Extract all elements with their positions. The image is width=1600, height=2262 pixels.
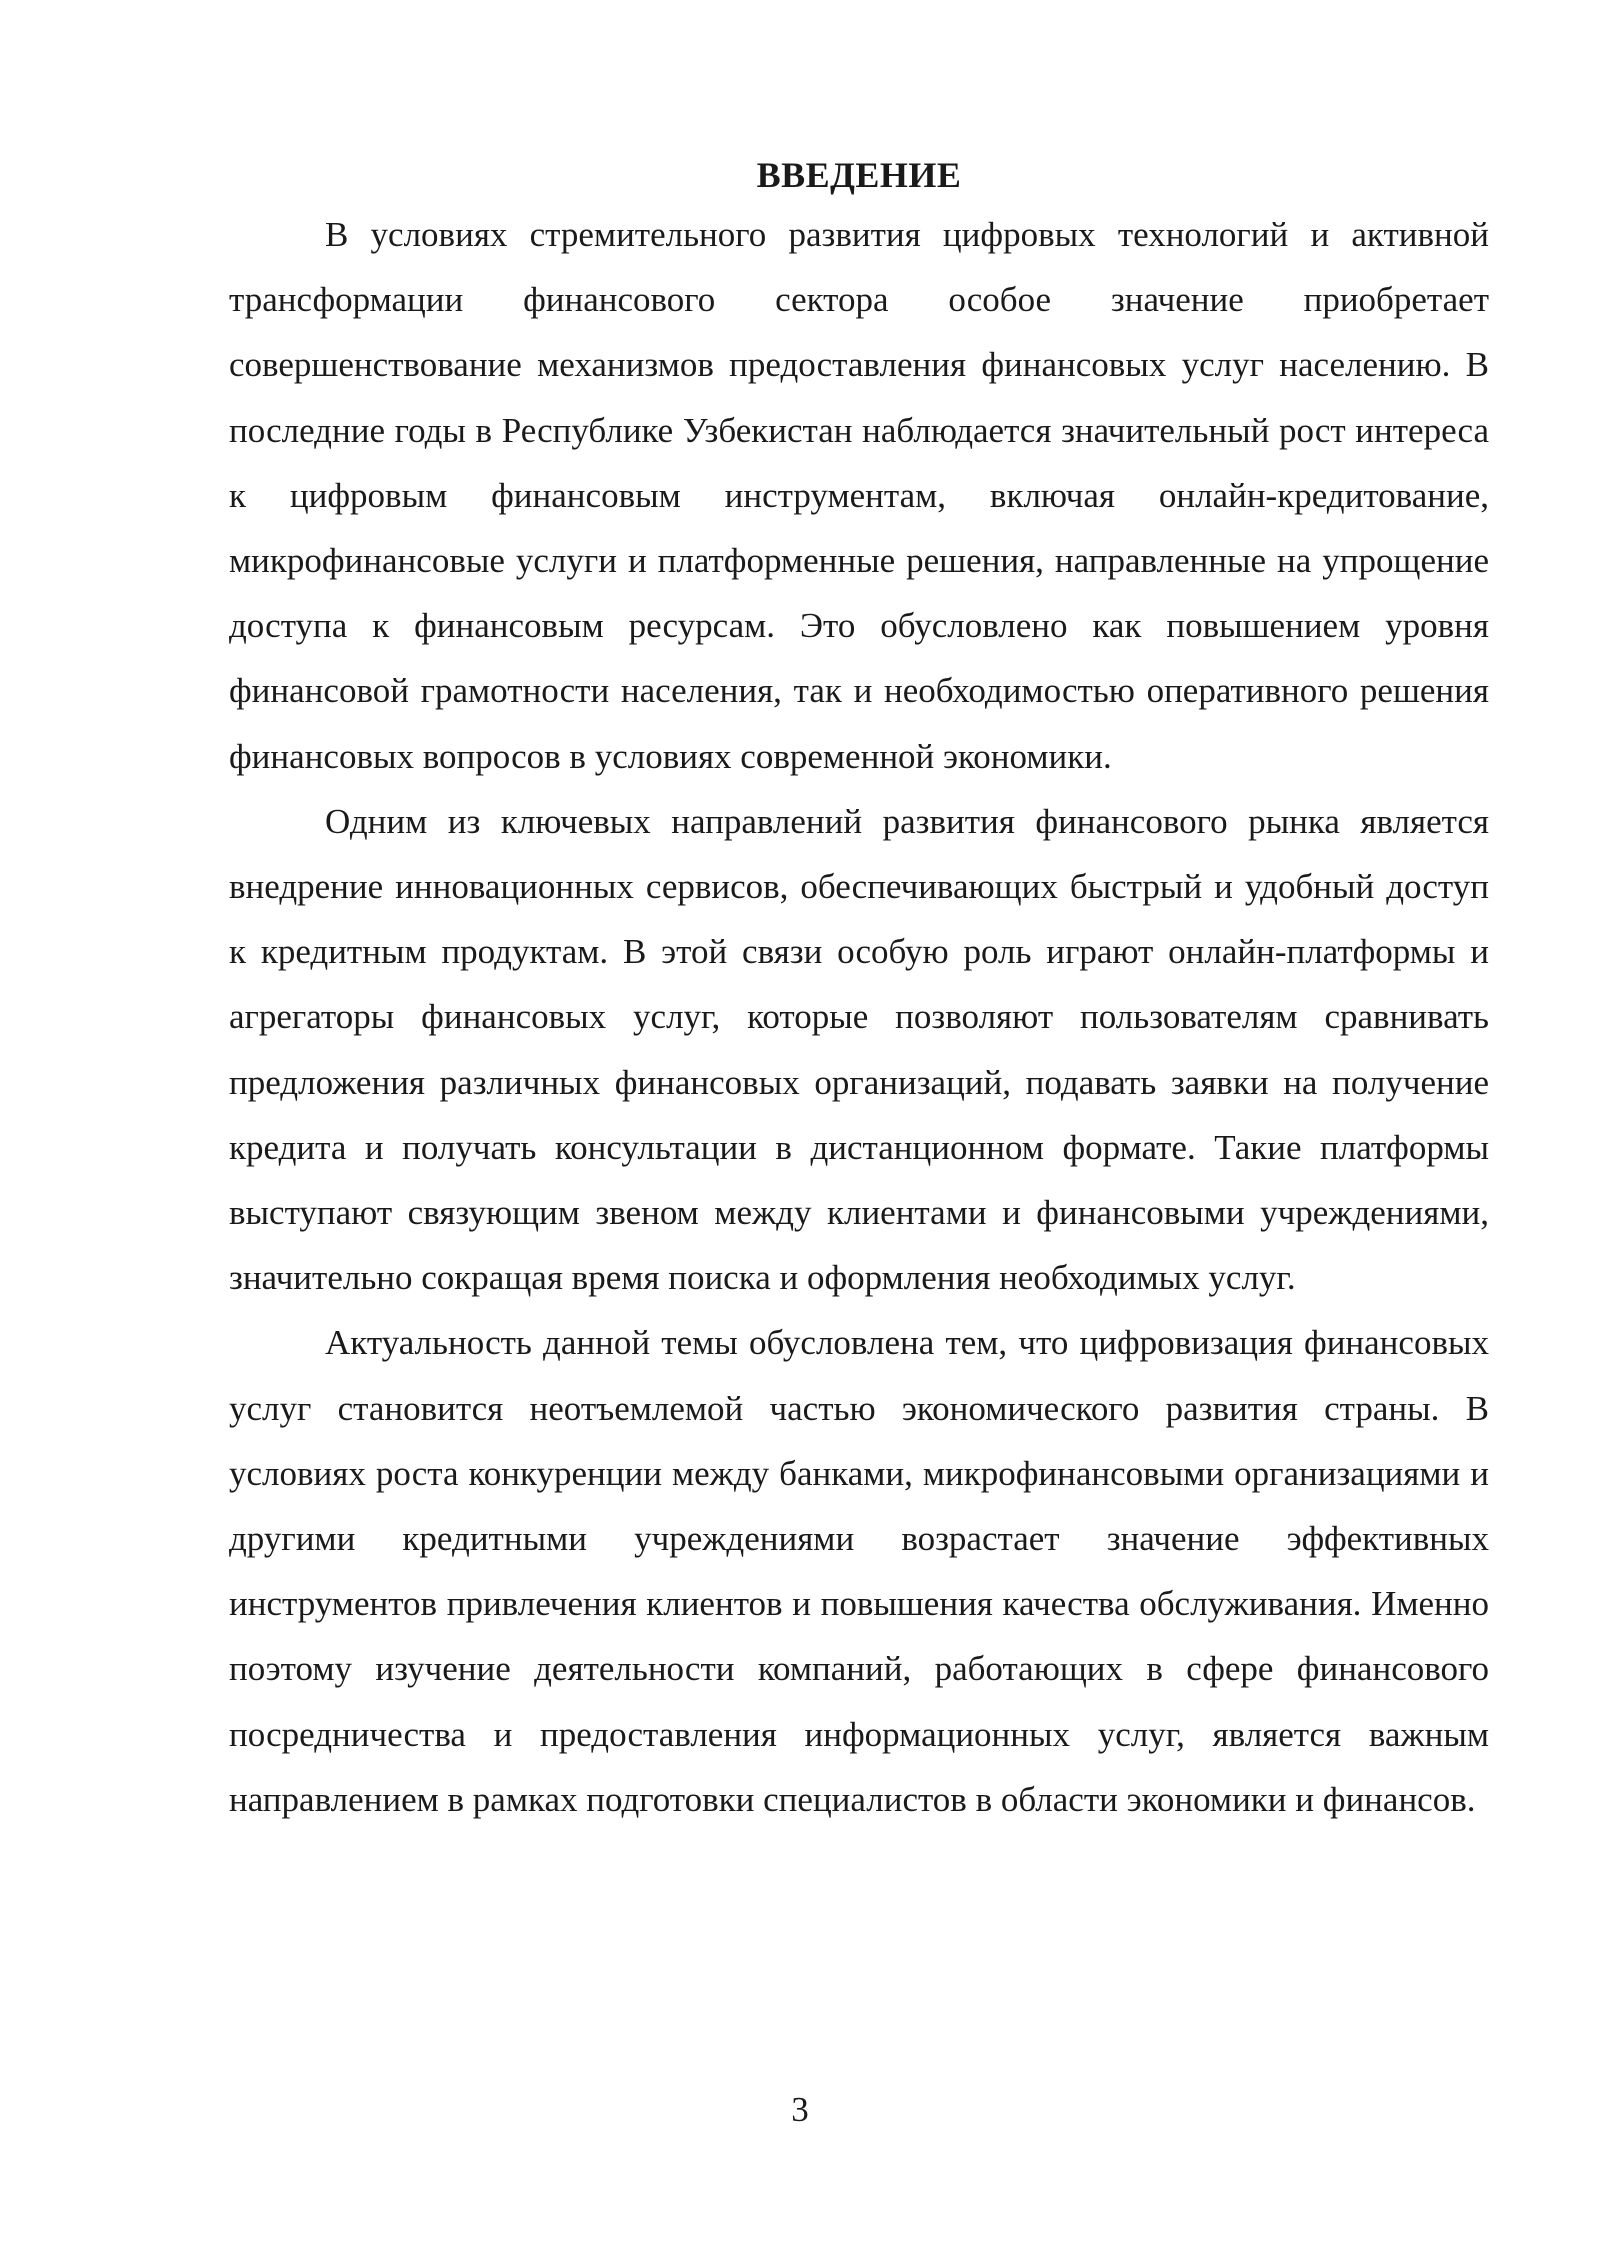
paragraph-1: В условиях стремительного развития цифровых технологий и активной трансформации финансового сектора особое значение приобретает совершенствование механизмов предоставления финансовых услуг населению. В последние годы в Республике Узбекистан наблюдается значительный рост интереса к цифровым финансовым инструментам, включая онлайн-кредитование, микрофинансовые услуги и платформенные решения, направленные на упрощение доступа к финансовым ресурсам. Это обусловлено как повышением уровня финансовой грамотности населения, так и необходимостью оперативного решения финансовых вопросов в условиях современной экономики. (229, 215, 1489, 776)
paragraph-2: Одним из ключевых направлений развития финансового рынка является внедрение инновационных сервисов, обеспечивающих быстрый и удобный доступ к кредитным продуктам. В этой связи особую роль играют онлайн-платформы и агрегаторы финансовых услуг, которые позволяют пользователям сравнивать предложения различных финансовых организаций, подавать заявки на получение кредита и получать консультации в дистанционном формате. Такие платформы выступают связующим звеном между клиентами и финансовыми учреждениями, значительно сокращая время поиска и оформления необходимых услуг. (229, 801, 1489, 1298)
document-page (229, 150, 1489, 1832)
paragraph-3: Актуальность данной темы обусловлена тем, что цифровизация финансовых услуг становится неотъемлемой частью экономического развития страны. В условиях роста конкуренции между банками, микрофинансовыми организациями и другими кредитными учреждениями возрастает значение эффективных инструментов привлечения клиентов и повышения качества обслуживания. Именно поэтому изучение деятельности компаний, работающих в сфере финансового посредничества и предоставления информационных услуг, является важным направлением в рамках подготовки специалистов в области экономики и финансов. (229, 1323, 1489, 1819)
section-heading: ВВЕДЕНИЕ (756, 155, 962, 195)
page-number: 3 (791, 2090, 809, 2129)
